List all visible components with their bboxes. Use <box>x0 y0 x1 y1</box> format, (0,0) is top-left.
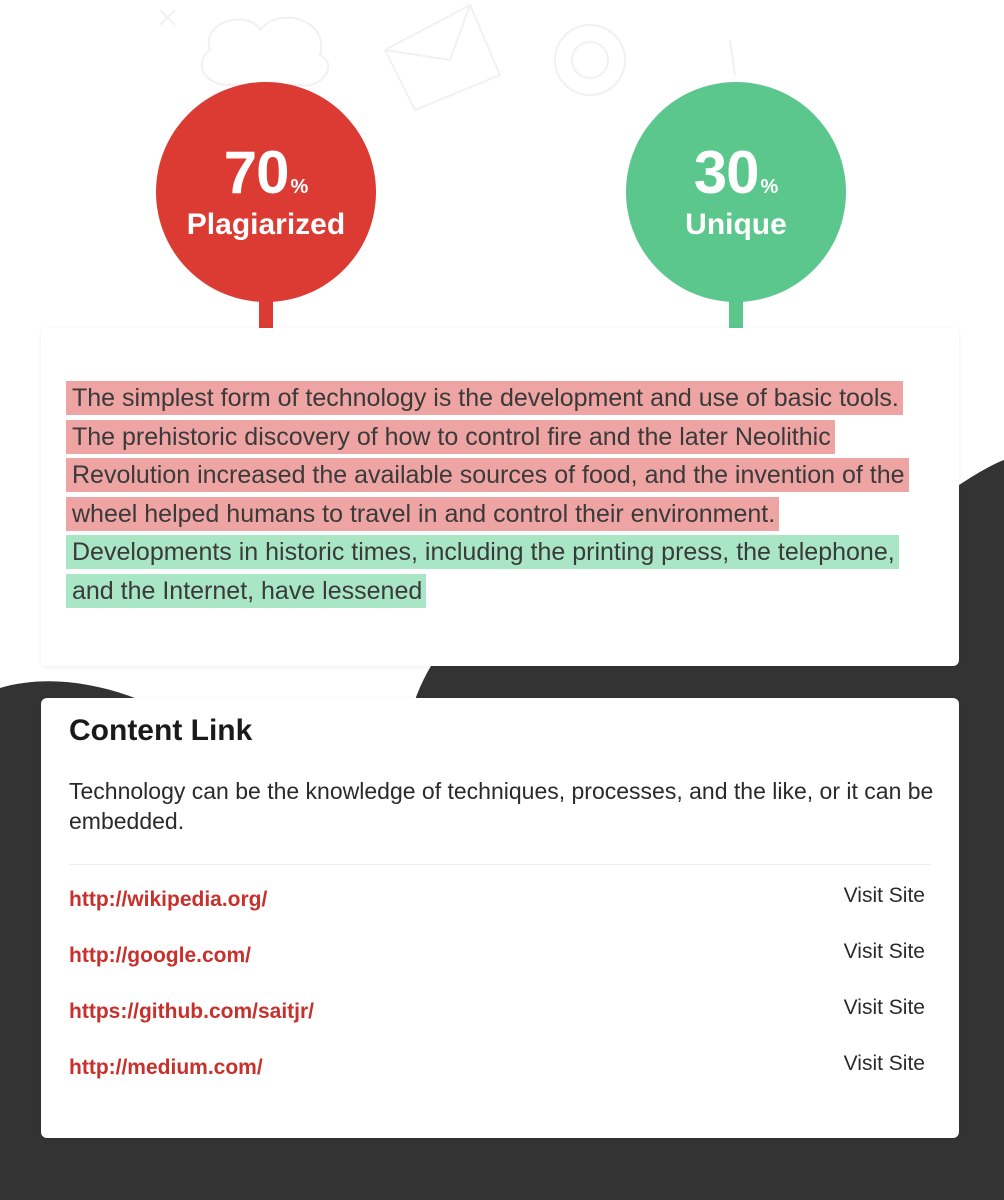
source-link-row <box>69 996 925 1030</box>
source-link-row <box>69 1052 925 1086</box>
unique-value: 30 <box>693 139 759 206</box>
plagiarized-stat <box>156 82 376 328</box>
decorative-doodles <box>0 0 1004 160</box>
plagiarized-label: Plagiarized <box>186 208 346 241</box>
plagiarized-value: 70 <box>223 139 289 206</box>
envelope-doodle <box>385 5 500 110</box>
content-link-card <box>41 698 959 1138</box>
source-url-link[interactable]: http://google.com/ <box>69 944 251 967</box>
unique-text-highlight: Developments in historic times, including the printing press, the telephone, and the Internet, have lessened <box>66 535 899 608</box>
percent-symbol: % <box>760 176 779 198</box>
content-link-title: Content Link <box>69 714 253 747</box>
unique-circle <box>626 82 846 302</box>
flower-doodle <box>555 25 625 95</box>
source-url-link[interactable]: http://wikipedia.org/ <box>69 888 268 911</box>
percent-symbol: % <box>290 176 309 198</box>
source-link-row <box>69 940 925 974</box>
cloud-doodle <box>202 18 328 86</box>
visit-site-button[interactable]: Visit Site <box>843 884 925 907</box>
source-url-link[interactable]: http://medium.com/ <box>69 1056 263 1079</box>
visit-site-button[interactable]: Visit Site <box>843 1052 925 1075</box>
unique-stat <box>626 82 846 328</box>
source-url-link[interactable]: https://github.com/saitjr/ <box>69 1000 314 1023</box>
divider <box>69 864 931 865</box>
plagiarized-pin-stem <box>259 296 273 328</box>
source-link-row <box>69 884 925 918</box>
visit-site-button[interactable]: Visit Site <box>843 996 925 1019</box>
unique-label: Unique <box>685 208 787 241</box>
visit-site-button[interactable]: Visit Site <box>843 940 925 963</box>
analyzed-text-area <box>66 379 928 610</box>
unique-pin-stem <box>729 296 743 328</box>
plagiarized-circle <box>156 82 376 302</box>
content-link-description: Technology can be the knowledge of techniques, processes, and the like, or it can be embedded. <box>69 778 934 834</box>
analyzed-text <box>66 379 928 610</box>
plagiarized-text-highlight: The simplest form of technology is the development and use of basic tools. The prehistoric discovery of how to control fire and the later Neolithic Revolution increased the available sources of food, and the invention of the wheel helped humans to travel in and control their environment. <box>66 381 909 531</box>
